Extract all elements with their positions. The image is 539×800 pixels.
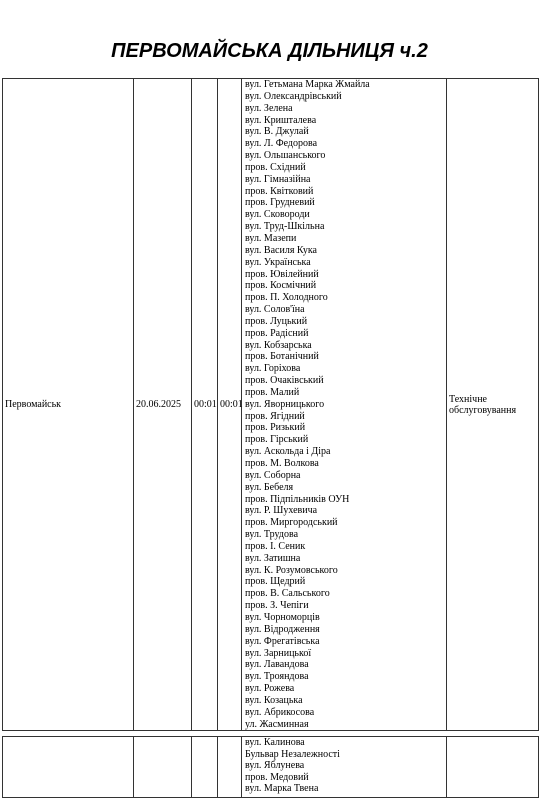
street-item: пров. Ягідний <box>245 410 305 422</box>
street-item: пров. Ризький <box>245 422 306 434</box>
time-start-cell <box>192 737 218 798</box>
city-cell <box>3 737 134 798</box>
time-start-cell: 00:01 <box>192 79 218 731</box>
work-type-cell <box>447 79 539 731</box>
street-item: вул. Аскольда і Діра <box>245 446 331 458</box>
street-item: вул. Труд-Шкільна <box>245 221 325 233</box>
street-item: вул. Горіхова <box>245 363 301 375</box>
street-item: пров. Радісний <box>245 327 309 339</box>
street-item: пров. Луцький <box>245 315 308 327</box>
table-row <box>3 79 539 731</box>
street-item: вул. Трояндова <box>245 671 309 683</box>
work-type-line2: обслуговування <box>449 404 517 416</box>
street-item: пров. Малий <box>245 386 300 398</box>
street-item: пров. Медовий <box>245 771 309 783</box>
street-item: вул. Гімназійна <box>245 173 311 185</box>
street-item: пров. Ботанічний <box>245 351 319 363</box>
street-item: вул. Сковороди <box>245 209 310 221</box>
table-row <box>3 737 539 798</box>
date-cell <box>134 737 192 798</box>
street-item: пров. В. Сальського <box>245 588 330 600</box>
street-item: пров. Квітковий <box>245 185 314 197</box>
street-item: вул. Ольшанського <box>245 150 326 162</box>
work-type-line1: Технічне <box>449 393 487 405</box>
street-item: вул. Трудова <box>245 529 299 541</box>
street-item: вул. Українська <box>245 256 311 268</box>
street-item: вул. Яворницького <box>245 398 325 410</box>
outage-table-continued <box>2 736 539 798</box>
street-item: вул. Абрикосова <box>245 706 315 718</box>
time-end-cell <box>218 737 242 798</box>
street-item: пров. З. Чепіги <box>245 600 309 612</box>
street-item: ул. Жасминная <box>245 718 309 730</box>
street-item: пров. М. Волкова <box>245 458 319 469</box>
street-item: вул. Солов'їна <box>245 304 305 316</box>
street-item: вул. К. Розумовського <box>245 564 338 576</box>
street-item: вул. Лавандова <box>245 659 309 671</box>
street-item: вул. Мазепи <box>245 232 297 244</box>
work-type-cell <box>447 737 539 798</box>
outage-table <box>2 78 539 731</box>
street-item: пров. Космічний <box>245 280 317 292</box>
street-item: вул. Р. Шухевича <box>245 505 318 517</box>
street-item: пров. Миргородський <box>245 517 338 529</box>
street-item: вул. Фрегатівська <box>245 635 320 647</box>
street-item: вул. Марка Твена <box>245 783 319 795</box>
street-item: вул. Затишна <box>245 552 301 564</box>
page-title: ПЕРВОМАЙСЬКА ДІЛЬНИЦЯ ч.2 <box>111 40 428 62</box>
street-item: пров. І. Сеник <box>245 540 306 552</box>
street-item: вул. Бебеля <box>245 481 294 493</box>
street-item: вул. Кришталева <box>245 114 317 126</box>
city-cell: Первомайськ <box>3 79 134 731</box>
street-item: пров. Щедрий <box>245 576 306 588</box>
street-item: пров. Гірський <box>245 434 309 446</box>
street-item: вул. Кобзарська <box>245 339 312 351</box>
street-item: пров. Східний <box>245 161 306 173</box>
street-item: пров. Очаківський <box>245 375 324 387</box>
street-item: вул. Рожева <box>245 683 295 695</box>
street-item: вул. Чорноморців <box>245 611 320 623</box>
street-item: вул. Яблунева <box>245 760 305 772</box>
street-item: вул. Зарницької <box>245 647 312 659</box>
street-item: вул. Олександрівський <box>245 90 342 102</box>
street-item: вул. Відродження <box>245 623 320 635</box>
street-item: вул. Василя Кука <box>245 244 317 256</box>
street-item: пров. Підпільників ОУН <box>245 493 350 505</box>
street-item: вул. В. Джулай <box>245 126 309 138</box>
date-cell: 20.06.2025 <box>134 79 192 731</box>
street-item: вул. Гетьмана Марка Жмайла <box>245 79 370 90</box>
streets-cell <box>242 79 447 731</box>
street-item: вул. Калинова <box>245 737 305 748</box>
streets-cell <box>242 737 447 798</box>
street-item: Бульвар Незалежності <box>245 748 340 760</box>
street-item: пров. Ювілейний <box>245 268 319 280</box>
street-item: вул. Л. Федорова <box>245 138 318 150</box>
street-item: пров. П. Холодного <box>245 292 328 304</box>
street-item: вул. Соборна <box>245 469 301 481</box>
time-end-cell: 00:01 <box>218 79 242 731</box>
street-item: вул. Зелена <box>245 102 293 114</box>
street-item: вул. Козацька <box>245 694 303 706</box>
street-item: пров. Грудневий <box>245 197 315 209</box>
